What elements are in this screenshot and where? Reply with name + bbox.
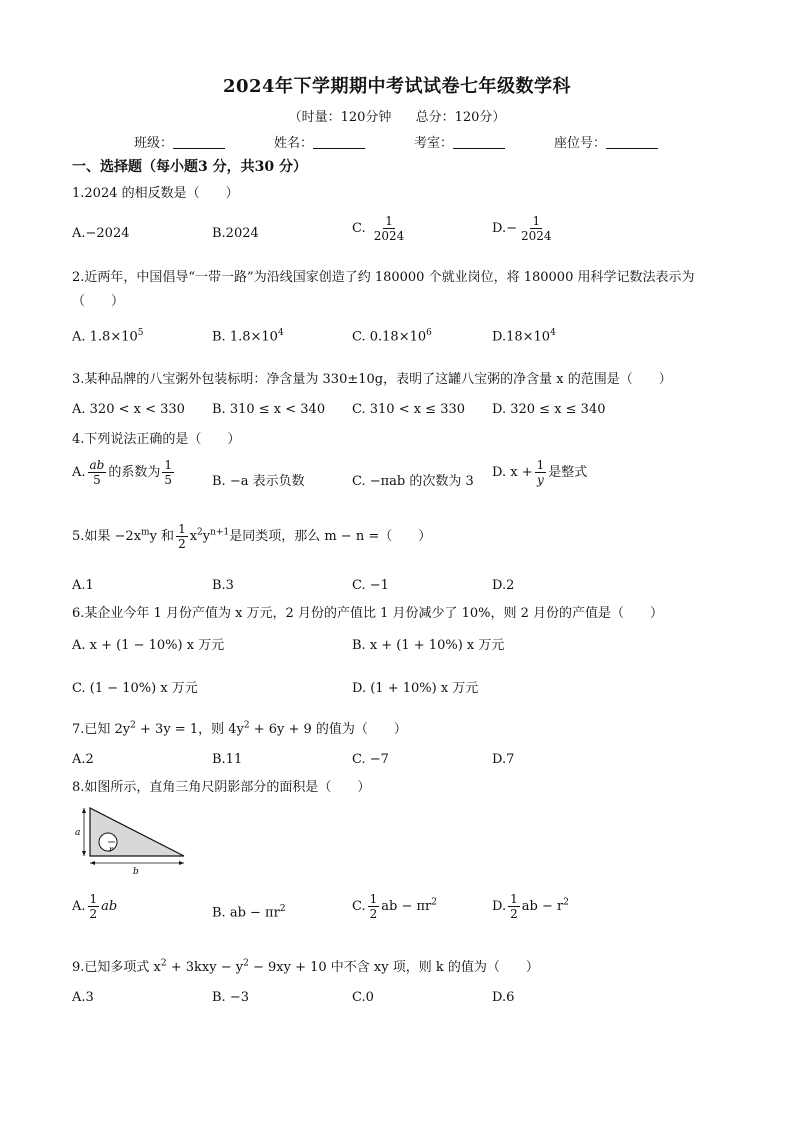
q1-option-b: B.2024 [212,226,259,241]
q7-option-c: C. −7 [352,752,389,767]
arrowhead-b-right [179,861,184,865]
question-9: 9.已知多项式 $x^2 + 3kxy - y^2 - 9xy + 10$ 中不含 xy 项，则 k 的值为（ ） [72,958,539,975]
q9-option-b: B. −3 [212,990,249,1005]
q3-option-d: D. 320 ≤ x ≤ 340 [492,402,606,417]
q6-option-a: A. x + (1 − 10%) x 万元 [72,638,225,653]
q1-option-d: D.− $\frac{1}{2024}$ [492,214,552,243]
q4-option-c: C. −πab 的次数为 3 [352,474,474,489]
q3-option-a: A. 320 < x < 330 [72,402,185,417]
class-field: 班级： [134,132,225,151]
q7-option-d: D.7 [492,752,515,767]
label-r: r [109,845,113,854]
arrowhead-b-left [90,861,95,865]
label-b: b [133,867,139,876]
q6-option-d: D. (1 + 10%) x 万元 [352,681,479,696]
q2-option-a: A. $1.8\times 10^5$ [72,328,144,345]
seat-field: 座位号： [554,132,658,151]
q2-option-d: $D.18\times 10^4$ [492,328,556,345]
q8-option-d: D. $\frac{1}{2}$ ab − $r^2$ [492,892,569,921]
section-choice-title: 一、选择题（每小题3 分，共30 分） [72,159,307,175]
arrowhead-a-top [82,808,86,813]
question-8: 8.如图所示，直角三角尺阴影部分的面积是（ ） [72,780,371,795]
q4-option-d: D. x + $\frac{1}{y}$ 是整式 [492,458,588,487]
q2-option-c: C. $0.18\times 10^6$ [352,328,432,345]
q3-option-c: C. 310 < x ≤ 330 [352,402,466,417]
q3-option-b: B. 310 ≤ x < 340 [212,402,326,417]
q4-option-a: A. $\frac{ab}{5}$ 的系数为 $\frac{1}{5}$ [72,458,173,487]
q5-option-d: D.2 [492,578,515,593]
q6-option-c: C. (1 − 10%) x 万元 [72,681,198,696]
exam-title: 2024年下学期期中考试试卷七年级数学科 [222,76,572,97]
label-a: a [75,828,81,838]
question-2: 2.近两年，中国倡导“一带一路”为沿线国家创造了约 180000 个就业岗位，将 180000 用科学记数法表示为（ ） [72,270,695,309]
seat-blank [606,136,658,149]
room-blank [453,136,505,149]
q2-option-b: B. $1.8\times 10^4$ [212,328,284,345]
q4-option-b: B. −a 表示负数 [212,474,305,489]
right-triangle-diagram [72,806,188,876]
q7-option-b: B.11 [212,752,243,767]
question-5: 5.如果 $-2x^my$ 和 $\frac{1}{2}$ $x^2y^{n+1}$是同类项，那么 m − n =（ ） [72,522,432,551]
class-blank [173,136,225,149]
q9-option-d: D.6 [492,990,515,1005]
question-3: 3.某种品牌的八宝粥外包装标明：净含量为 330±10g，表明了这罐八宝粥的净含量 x 的范围是（ ） [72,372,672,387]
question-1: 1.2024 的相反数是（ ） [72,186,239,201]
q1-option-c: C. $\frac{1}{2024}$ [352,214,405,243]
name-field: 姓名： [274,132,365,151]
q7-option-a: A.2 [72,752,94,767]
q6-option-b: B. x + (1 + 10%) x 万元 [352,638,505,653]
question-7: 7.已知 $2y^2 + 3y = 1$，则 $4y^2 + 6y + 9$ 的值为（ ） [72,720,407,737]
q5-option-b: B.3 [212,578,234,593]
exam-subtitle [0,106,794,125]
name-blank [313,136,365,149]
q1-option-a: A.−2024 [72,226,130,241]
arrowhead-a-bottom [82,851,86,856]
q8-option-a: A. $\frac{1}{2}$ ab [72,892,118,921]
q9-option-c: C.0 [352,990,374,1005]
room-field: 考室： [414,132,505,151]
q5-option-a: A.1 [72,578,94,593]
question-6: 6.某企业今年 1 月份产值为 x 万元，2 月份的产值比 1 月份减少了 10%，则 2 月份的产值是（ ） [72,606,664,621]
q9-option-a: A.3 [72,990,94,1005]
q8-option-c: C. $\frac{1}{2}$ ab − $\pi r^2$ [352,892,437,921]
q8-option-b: B. ab − $\pi r^2$ [212,904,286,921]
q5-option-c: C. −1 [352,578,389,593]
time-limit: （时量：120分钟 [288,110,392,125]
total-score: 总分：120分） [415,110,506,125]
question-4: 4.下列说法正确的是（ ） [72,432,241,447]
